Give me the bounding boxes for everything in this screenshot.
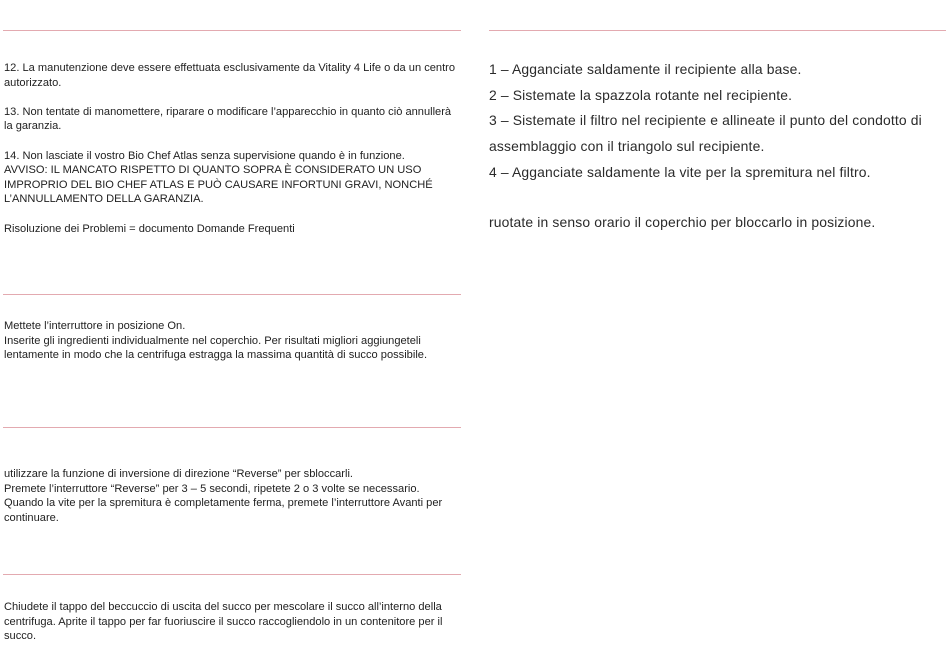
assembly-step-4: 4 – Agganciate saldamente la vite per la spremitura nel filtro. <box>489 163 871 180</box>
reverse-intro: utilizzare la funzione di inversione di direzione “Reverse” per sbloccarli. <box>4 468 353 480</box>
lid-lock-instruction <box>489 210 944 236</box>
warning-notice: AVVISO: IL MANCATO RISPETTO DI QUANTO SOPRA È CONSIDERATO UN USO IMPROPRIO DEL BIO CHEF ATLAS E PUÒ CAUSARE INFORTUNI GRAVI, NONCHÉ L’ANNULLAMENTO DELLA GARANZIA. <box>4 164 433 206</box>
troubleshooting-reference: Risoluzione dei Problemi = documento Domande Frequenti <box>4 222 295 235</box>
lid-lock-text: ruotate in senso orario il coperchio per bloccarlo in posizione. <box>489 214 876 230</box>
divider-left-4 <box>3 574 461 575</box>
safety-note-12: 12. La manutenzione deve essere effettuata esclusivamente da Vitality 4 Life o da un centro autorizzato. <box>4 62 456 89</box>
reverse-instructions: Premete l’interruttore “Reverse” per 3 – 5 secondi, ripetete 2 o 3 volte se necessario. Quando la vite per la spremitura è completamente ferma, premete l’interruttore Avanti per continuare. <box>4 482 443 524</box>
divider-left-1 <box>3 30 461 31</box>
assembly-step-1: 1 – Agganciate saldamente il recipiente alla base. <box>489 61 802 77</box>
juice-cap-text: Chiudete il tappo del beccuccio di uscita del succo per mescolare il succo all’interno della centrifuga. Aprite il tappo per far fuoriuscire il succo raccogliendolo in un contenitore per il succo. <box>4 601 443 643</box>
divider-right-1 <box>489 30 946 31</box>
safety-note-13: 13. Non tentate di manomettere, riparare o modificare l’apparecchio in quanto ciò annullerà la garanzia. <box>4 105 452 133</box>
operation-switch-on: Mettete l’interruttore in posizione On. <box>4 320 186 332</box>
operation-insert-ingredients: Inserite gli ingredienti individualmente nel coperchio. Per risultati migliori aggiungeteli lentamente in modo che la centrifuga estragga la massima quantità di succo possibile. <box>4 334 428 362</box>
safety-notes-section <box>4 61 459 236</box>
assembly-step-3: 3 – Sistemate il filtro nel recipiente e allineate il punto del condotto di assemblaggio con il triangolo sul recipiente. <box>489 112 922 155</box>
reverse-function-section <box>4 467 459 525</box>
divider-left-2 <box>3 294 461 295</box>
safety-note-14: 14. Non lasciate il vostro Bio Chef Atlas senza supervisione quando è in funzione. <box>4 149 405 162</box>
assembly-steps <box>489 57 944 186</box>
juice-cap-section <box>4 600 459 644</box>
operation-section <box>4 319 459 363</box>
divider-left-3 <box>3 427 461 428</box>
assembly-step-2: 2 – Sistemate la spazzola rotante nel recipiente. <box>489 86 793 103</box>
